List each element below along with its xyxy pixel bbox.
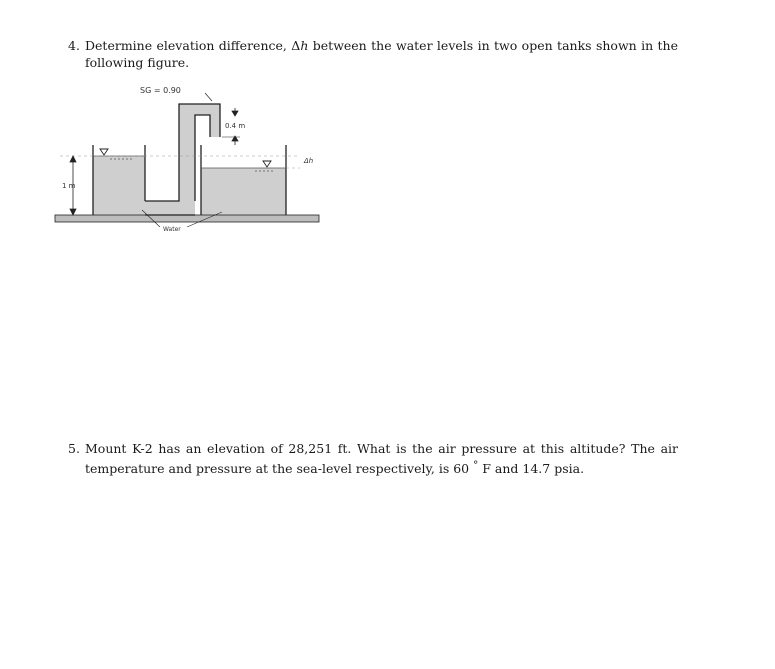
problem-5-text-part1: Mount K-2 has an elevation of 28,251 ft. What is the air pressure at this altitude? The air temperature and pressure at the sea-level respectively, is 60 (85, 441, 678, 477)
delta-symbol: Δ (291, 38, 301, 53)
degree-symbol: ° (473, 459, 479, 471)
right-surface-triangle-icon (263, 161, 271, 167)
water-label: Water (163, 226, 181, 233)
problem-5-text-part2: F and 14.7 psia. (478, 461, 585, 477)
right-tank-water (201, 168, 286, 215)
problem-5-number: 5. (68, 441, 80, 456)
manometer-top-fluid (179, 104, 220, 115)
left-surface-triangle-icon (100, 149, 108, 155)
problem-4-text-after: between the water levels in two open tanks shown in the following figure. (85, 38, 678, 70)
depth-label: 1 m (62, 182, 76, 190)
problem-4-text-before: Determine elevation difference, (85, 38, 292, 53)
water-regions (93, 104, 286, 215)
bottom-pipe-water (145, 201, 195, 215)
sg-label: SG = 0.90 (140, 86, 181, 95)
sg-leader-line (205, 93, 212, 101)
h-symbol: h (300, 38, 309, 53)
ground-line (55, 215, 319, 222)
left-tank-water (93, 156, 145, 215)
problem-4-number: 4. (68, 38, 80, 53)
problem-5 (68, 440, 678, 477)
gap-label: 0.4 m (225, 122, 246, 130)
dh-label: Δh (304, 157, 314, 165)
left-riser-fluid (179, 106, 195, 201)
problem-5-text (85, 440, 678, 477)
right-riser-fluid (210, 115, 220, 137)
